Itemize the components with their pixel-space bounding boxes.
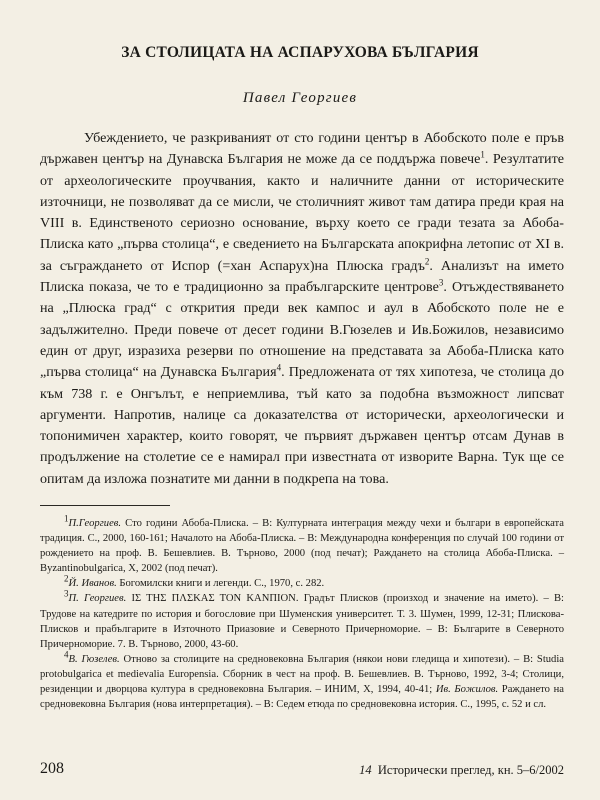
footnote-author: П.Георгиев. [68, 518, 122, 529]
body-text: . Отъждествяването на „Плюска град“ с открития преди век кампос и аул в Абобското поле не е задължително. Преди повече от десет години В.Гюзелев и Ив.Божилов, независимо един от друг, изразиха резерви по отношение на представата за Абоба-Плиска като „първа столица“ на Дунавска България [40, 279, 564, 381]
footnote [40, 588, 564, 651]
footnotes [40, 513, 565, 712]
article-author: Павел Георгиев [242, 90, 358, 106]
footnote [40, 649, 565, 712]
footnote-ref: 2 [424, 256, 430, 267]
article-body [40, 128, 564, 490]
footnote-author: Й. Иванов. [68, 578, 117, 590]
body-text: . Предложената от тях хипотеза, че столица до към 738 г. е Онгълът, е неприемлива, тъй като за подобна възможност липсват аргументи. Напротив, налице са доказателства от исторически, археологически и топонимичен характер, които говорят, че първият държавен център отсам Дунав в продължение на столетие се е намирал при известната от изворите Варна. Тук ще се опитам да изложа познатите ми данни в подкрепа на това. [40, 364, 565, 487]
footnote-text: Богомилски книги и легенди. С., 1970, с. 282. [116, 578, 325, 590]
footnote-author: В. Гюзелев. [68, 653, 120, 665]
footnote-number: 1 [64, 513, 69, 524]
body-text: . Анализът на името Плиска показа, че то е традиционно за прабългарските центрове [40, 257, 564, 296]
footnote-ref: 1 [480, 149, 485, 160]
footnote-number: 2 [64, 573, 69, 584]
footnote-text: Отново за столиците на средновековна България (някои нови гледища и хипотези). – В: Studia protobulgarica et medievalia Europensia. Сборник в чест на проф. В. Бешевлиев. В. Търново, 1992, 3-4; Столици, резиденции и дворцова култура в средновековна България. – ИНИМ, X, 1994, 40-41; [40, 653, 565, 696]
page-number: 208 [40, 760, 64, 777]
running-footer [359, 763, 564, 778]
footnote-text: ΙΣ ΤΗΣ ΠΛΣΚΑΣ ΤΟΝ ΚΑΝΠΙΟΝ. Градът Плисков (произход и значение на името). – В: Трудове на катедрите по история и богословие при Шуменския университет. Т. 3. Шумен, 1999, 12-31; Плискова-Плисков и прабългарите в Източното Приазовие и Северното Причерноморие. – В: Българите в Северното Причерноморие. 7. В. Търново, 2000, 43-60. [40, 593, 564, 650]
footnote-text: Раждането на средновековна България (нова интерпретация). – В: Седем етюда по средновековна история. С., 1995, с. 52 и сл. [40, 684, 564, 711]
footnote [40, 573, 564, 591]
body-paragraph [40, 128, 564, 490]
footnote [40, 513, 564, 576]
footnote-ref: 3 [438, 277, 444, 288]
body-text: Убеждението, че разкриваният от сто години център в Абобското поле е пръв държавен център на Дунавска България не може да се поддържа повече [40, 130, 564, 168]
footnote-author: П. Георгиев. [68, 593, 127, 605]
article-title: ЗА СТОЛИЦАТА НА АСПАРУХОВА БЪЛГАРИЯ [121, 44, 479, 61]
footnote-ref: 4 [276, 362, 282, 373]
footnote-author: Ив. Божилов. [435, 684, 499, 696]
footnote-number: 4 [64, 649, 69, 660]
body-text: . Резултатите от археологическите проучвания, както и наличните данни от историческите източници, не позволяват да се мисли, че столичният живот там датира преди края на VIII в. Единственото сериозно основание, върху което се гради тезата за Абоба-Плиска като „първа столица“, е сведението на Българската апокрифна летопис от XI в. за съграждането от Испор (=хан Аспарух)на Плюска градъ [40, 151, 564, 274]
running-footer-number: 14 [359, 763, 372, 777]
footnote-text: Сто години Абоба-Плиска. – В: Културната интеграция между чехи и българи в европейската традиция. С., 2000, 160-161; Началото на Абоба-Плиска. – В: Международна конференция по случай 100 години от рождението на проф. В. Бешевлиев. В. Търново, 2000 (под печат); Раждането на столица Абоба-Плиска. – Byzantinobulgarica, X, 2002 (под печат). [40, 518, 564, 575]
footnote-number: 3 [64, 588, 69, 599]
footnote-separator [40, 505, 170, 506]
running-footer-text: Исторически преглед, кн. 5–6/2002 [377, 763, 564, 777]
